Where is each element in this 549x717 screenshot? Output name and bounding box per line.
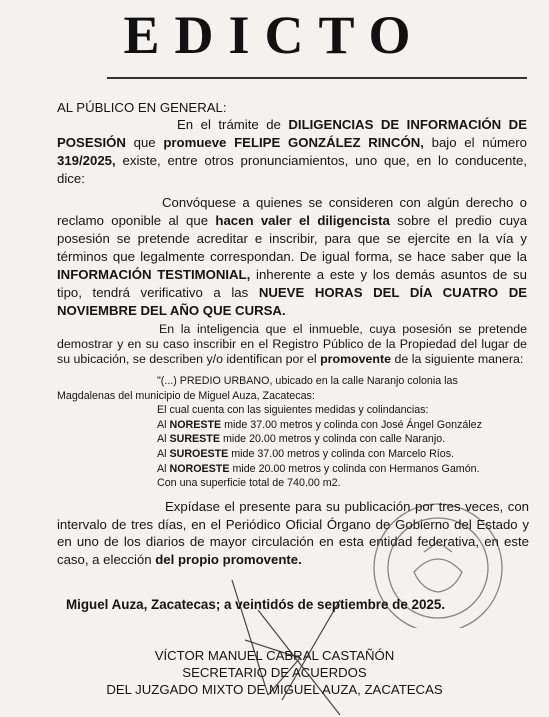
p2-text-1: Convóquese a quienes se consideren con algún derecho o reclamo oponible al que <box>57 195 527 228</box>
boundary-text: mide 37.00 metros y colinda con Marcelo Ríos. <box>228 447 455 460</box>
paragraph-publication <box>57 498 529 568</box>
paragraph-summons <box>57 194 527 320</box>
p4-text-1: Expídase el presente para su publicación por tres veces, con intervalo de tres días, en el Periódico Oficial Órgano de Gobierno del Estado y en uno de los diarios de mayor circulación en esta entidad federativa, en este caso, a elección <box>57 499 529 567</box>
boundary-text: mide 20.00 metros y colinda con Hermanos Gamón. <box>229 462 480 475</box>
p2-bold-3: NUEVE HORAS DEL DÍA CUATRO DE NOVIEMBRE DEL AÑO QUE CURSA. <box>57 285 528 318</box>
boundary-direction: NOROESTE <box>169 462 230 475</box>
p3-bold-1: promovente <box>320 352 392 366</box>
paragraph-description <box>57 322 527 367</box>
p1-text-2: que <box>125 135 164 150</box>
boundary-prefix: Al <box>157 447 170 460</box>
boundary-prefix: Al <box>157 462 170 475</box>
property-line-2: Magdalenas del municipio de Miguel Auza, Zacatecas: <box>57 389 315 402</box>
signatory-name: VÍCTOR MANUEL CABRAL CASTAÑÓN <box>154 648 395 663</box>
salutation: AL PÚBLICO EN GENERAL: <box>57 100 227 115</box>
boundary-prefix: Al <box>157 433 170 446</box>
p1-bold-3: 319/2025, <box>57 153 116 168</box>
boundary-direction: NORESTE <box>169 418 222 431</box>
p1-text-3: bajo el número <box>423 135 527 150</box>
boundary-southwest <box>157 447 529 462</box>
p3-text-2: de la siguiente manera: <box>391 352 524 366</box>
signatory-role: SECRETARIO DE ACUERDOS <box>182 665 367 680</box>
boundary-text: mide 37.00 metros y colinda con José Ángel González <box>221 418 482 431</box>
property-surface: Con una superficie total de 740.00 m2. <box>157 477 341 490</box>
p1-bold-2: promueve FELIPE GONZÁLEZ RINCÓN, <box>163 135 424 150</box>
p2-bold-2: INFORMACIÓN TESTIMONIAL, <box>57 267 251 282</box>
property-boundaries <box>57 403 529 491</box>
p2-bold-1: hacen valer el diligencista <box>215 213 390 228</box>
property-line-3: El cual cuenta con las siguientes medidas y colindancias: <box>157 404 429 417</box>
p1-text-1: En el trámite de <box>177 117 289 132</box>
boundary-direction: SURESTE <box>169 433 220 446</box>
title-divider <box>107 77 527 79</box>
boundary-direction: SUROESTE <box>169 447 229 460</box>
boundary-prefix: Al <box>157 418 170 431</box>
boundary-southeast <box>157 432 529 447</box>
signatory-block <box>0 647 549 698</box>
p3-text-1: En la inteligencia que el inmueble, cuya posesión se pretende demostrar y en su caso inscribir en el Registro Público de la Propiedad del lugar de su ubicación, se describen y/o identifican por el <box>57 322 527 366</box>
p4-bold-1: del propio promovente. <box>155 551 302 567</box>
property-line-1: "(...) PREDIO URBANO, ubicado en la calle Naranjo colonia las <box>157 375 458 387</box>
p1-bold-1: DILIGENCIAS DE INFORMACIÓN DE POSESIÓN <box>57 117 528 150</box>
boundary-northwest <box>157 462 529 477</box>
boundary-text: mide 20.00 metros y colinda con calle Naranjo. <box>219 433 446 446</box>
p2-text-2: sobre el predio cuya posesión se pretende acreditar e inscribir, para que se ejercite en la vía y términos que legalmente correspondan. De igual forma, se hace saber que la <box>57 213 527 264</box>
p2-text-3: inherente a este y los demás asuntos de su tipo, tendrá verificativo a las <box>57 267 527 300</box>
boundary-northeast <box>157 418 529 433</box>
signatory-court: DEL JUZGADO MIXTO DE MIGUEL AUZA, ZACATECAS <box>106 682 443 697</box>
paragraph-proceeding <box>57 116 527 188</box>
p1-text-4: existe, entre otros pronunciamientos, uno que, en lo conducente, dice: <box>57 153 527 186</box>
property-description <box>57 374 529 491</box>
document-title: EDICTO <box>123 5 426 65</box>
closing-place-date: Miguel Auza, Zacatecas; a veintidós de septiembre de 2025. <box>66 597 446 612</box>
